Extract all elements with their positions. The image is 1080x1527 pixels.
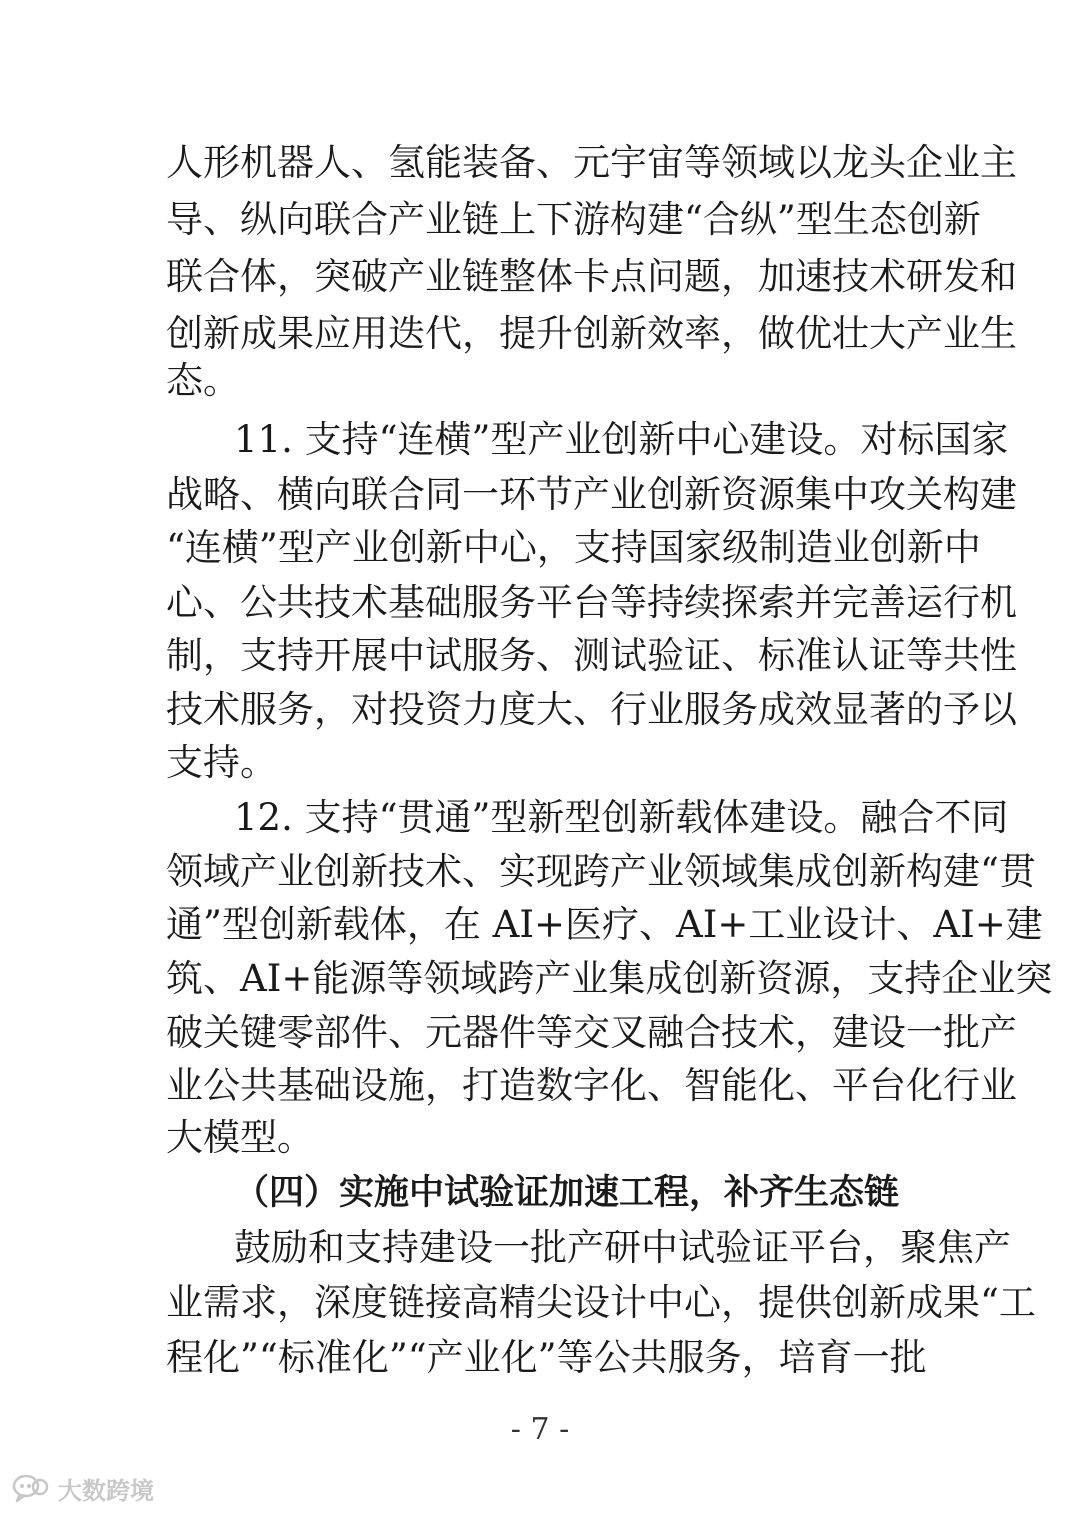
paragraph-3-line-4: 筑、AI+能源等领域跨产业集成创新资源，支持企业突 — [166, 957, 1053, 1000]
paragraph-3-line-1: 12. 支持“贯通”型新型创新载体建设。融合不同 — [234, 796, 1009, 839]
paragraph-2-line-3: “连横”型产业创新中心，支持国家级制造业创新中 — [166, 526, 981, 569]
paragraph-4-line-3: 程化”“标准化”“产业化”等公共服务，培育一批 — [166, 1336, 927, 1379]
paragraph-1-line-3: 联合体，突破产业链整体卡点问题，加速技术研发和 — [166, 255, 1017, 298]
speech-bubble-logo-icon — [12, 1472, 52, 1504]
paragraph-3-line-3: 通”型创新载体，在 AI+医疗、AI+工业设计、AI+建 — [166, 903, 1043, 946]
watermark — [12, 1468, 154, 1508]
paragraph-2-line-5: 制，支持开展中试服务、测试验证、标准认证等共性 — [166, 634, 1017, 677]
paragraph-1-line-5: 态。 — [166, 359, 240, 402]
section-heading: （四）实施中试验证加速工程，补齐生态链 — [234, 1173, 900, 1213]
paragraph-2-line-1: 11. 支持“连横”型产业创新中心建设。对标国家 — [234, 418, 1009, 461]
paragraph-4-line-2: 业需求，深度链接高精尖设计中心，提供创新成果“工 — [166, 1281, 1036, 1324]
paragraph-4-line-1: 鼓励和支持建设一批产研中试验证平台，聚焦产 — [234, 1226, 1011, 1269]
page-number: - 7 - — [510, 1412, 570, 1447]
paragraph-3-line-6: 业公共基础设施，打造数字化、智能化、平台化行业 — [166, 1064, 1017, 1107]
paragraph-3-line-5: 破关键零部件、元器件等交叉融合技术，建设一批产 — [166, 1011, 1017, 1054]
paragraph-2-line-2: 战略、横向联合同一环节产业创新资源集中攻关构建 — [166, 473, 1017, 516]
paragraph-3-line-7: 大模型。 — [166, 1116, 314, 1159]
paragraph-1-line-1: 人形机器人、氢能装备、元宇宙等领域以龙头企业主 — [166, 141, 1017, 184]
paragraph-2-line-4: 心、公共技术基础服务平台等持续探索并完善运行机 — [166, 581, 1017, 624]
watermark-text: 大数跨境 — [58, 1476, 154, 1505]
paragraph-2-line-6: 技术服务，对投资力度大、行业服务成效显著的予以 — [166, 688, 1017, 731]
paragraph-2-line-7: 支持。 — [166, 741, 277, 784]
paragraph-1-line-4: 创新成果应用迭代，提升创新效率，做优壮大产业生 — [166, 312, 1017, 355]
paragraph-3-line-2: 领域产业创新技术、实现跨产业领域集成创新构建“贯 — [166, 850, 1036, 893]
paragraph-1-line-2: 导、纵向联合产业链上下游构建“合纵”型生态创新 — [166, 198, 981, 241]
